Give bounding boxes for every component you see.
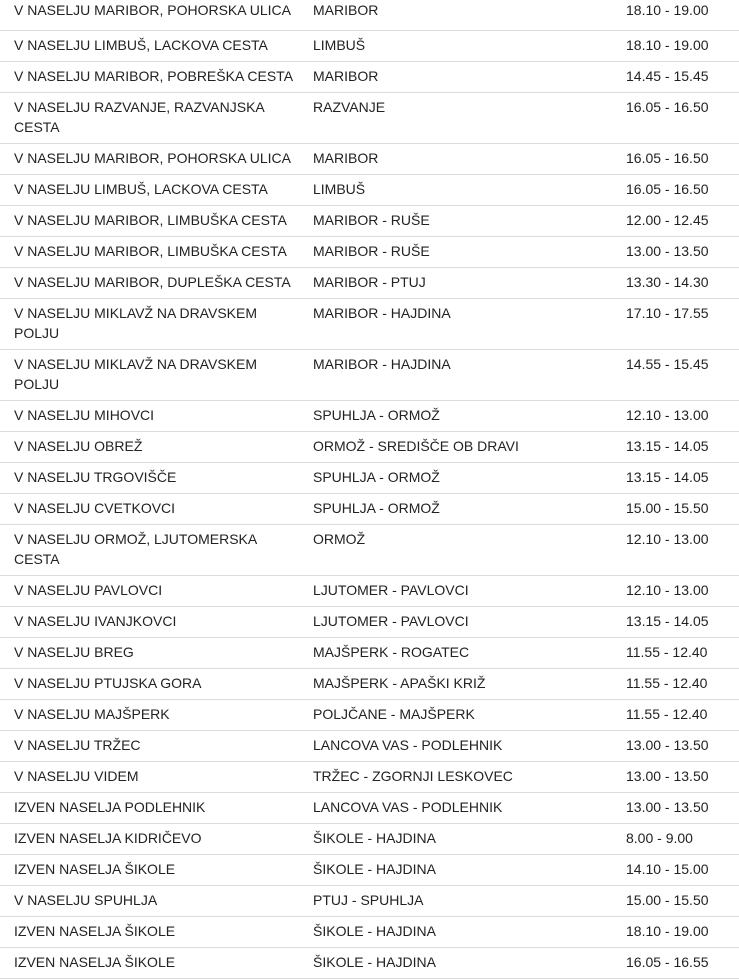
time-cell-text: 15.00 - 15.50 — [626, 500, 709, 516]
table-row — [0, 401, 739, 432]
location-cell — [0, 0, 313, 31]
time-cell — [626, 299, 739, 350]
route-cell-text: ŠIKOLE - HAJDINA — [313, 954, 436, 970]
route-cell — [313, 700, 626, 731]
time-cell — [626, 401, 739, 432]
table-row — [0, 268, 739, 299]
time-cell — [626, 576, 739, 607]
time-cell-text: 12.00 - 12.45 — [626, 212, 709, 228]
time-cell — [626, 607, 739, 638]
route-cell-text: MARIBOR - PTUJ — [313, 274, 426, 290]
location-cell — [0, 607, 313, 638]
route-cell-text: SPUHLJA - ORMOŽ — [313, 469, 440, 485]
location-cell — [0, 401, 313, 432]
time-cell-text: 17.10 - 17.55 — [626, 305, 709, 321]
route-cell-text: POLJČANE - MAJŠPERK — [313, 706, 475, 722]
location-cell-text: V NASELJU MARIBOR, DUPLEŠKA CESTA — [14, 274, 291, 290]
time-cell — [626, 93, 739, 144]
location-cell — [0, 206, 313, 237]
time-cell — [626, 700, 739, 731]
time-cell — [626, 62, 739, 93]
location-cell — [0, 638, 313, 669]
table-row — [0, 731, 739, 762]
table-row — [0, 824, 739, 855]
location-cell — [0, 886, 313, 917]
location-cell — [0, 824, 313, 855]
route-cell — [313, 793, 626, 824]
time-cell-text: 16.05 - 16.55 — [626, 954, 709, 970]
table-row — [0, 463, 739, 494]
time-cell — [626, 917, 739, 948]
time-cell — [626, 793, 739, 824]
location-cell — [0, 62, 313, 93]
route-cell — [313, 525, 626, 576]
time-cell-text: 13.15 - 14.05 — [626, 469, 709, 485]
route-cell-text: PTUJ - SPUHLJA — [313, 892, 424, 908]
location-cell — [0, 669, 313, 700]
table-row — [0, 432, 739, 463]
time-cell-text: 8.00 - 9.00 — [626, 830, 693, 846]
table-row — [0, 237, 739, 268]
route-cell — [313, 62, 626, 93]
route-cell-text: MARIBOR — [313, 68, 379, 84]
location-cell — [0, 432, 313, 463]
time-cell-text: 13.15 - 14.05 — [626, 438, 709, 454]
table-row — [0, 762, 739, 793]
time-cell-text: 11.55 - 12.40 — [626, 644, 708, 660]
route-cell — [313, 762, 626, 793]
route-cell-text: ŠIKOLE - HAJDINA — [313, 923, 436, 939]
location-cell-text: V NASELJU OBREŽ — [14, 438, 143, 454]
table-row — [0, 638, 739, 669]
route-cell — [313, 607, 626, 638]
route-cell-text: ORMOŽ — [313, 531, 366, 547]
location-cell — [0, 93, 313, 144]
location-cell-text: V NASELJU MIHOVCI — [14, 407, 155, 423]
route-cell-text: RAZVANJE — [313, 99, 386, 115]
route-cell-text: MAJŠPERK - ROGATEC — [313, 644, 470, 660]
route-cell — [313, 0, 626, 31]
time-cell — [626, 463, 739, 494]
location-cell-text: V NASELJU IVANJKOVCI — [14, 613, 177, 629]
table-row — [0, 175, 739, 206]
time-cell-text: 12.10 - 13.00 — [626, 531, 709, 547]
route-cell — [313, 206, 626, 237]
location-cell-text: V NASELJU ORMOŽ, LJUTOMERSKA CESTA — [14, 531, 257, 567]
route-cell — [313, 432, 626, 463]
location-cell — [0, 144, 313, 175]
location-cell — [0, 793, 313, 824]
route-cell-text: LANCOVA VAS - PODLEHNIK — [313, 737, 503, 753]
location-cell — [0, 350, 313, 401]
time-cell-text: 12.10 - 13.00 — [626, 407, 709, 423]
location-cell-text: V NASELJU LIMBUŠ, LACKOVA CESTA — [14, 181, 268, 197]
time-cell — [626, 206, 739, 237]
time-cell-text: 18.10 - 19.00 — [626, 37, 709, 53]
location-cell-text: IZVEN NASELJA PODLEHNIK — [14, 799, 206, 815]
location-cell — [0, 700, 313, 731]
route-cell — [313, 299, 626, 350]
route-cell — [313, 669, 626, 700]
route-cell — [313, 855, 626, 886]
location-cell — [0, 237, 313, 268]
route-cell-text: LIMBUŠ — [313, 37, 366, 53]
time-cell-text: 16.05 - 16.50 — [626, 181, 709, 197]
route-cell — [313, 917, 626, 948]
time-cell-text: 16.05 - 16.50 — [626, 150, 709, 166]
time-cell — [626, 886, 739, 917]
time-cell-text: 13.30 - 14.30 — [626, 274, 709, 290]
route-cell — [313, 948, 626, 979]
time-cell-text: 14.45 - 15.45 — [626, 68, 709, 84]
time-cell-text: 18.10 - 19.00 — [626, 2, 709, 18]
route-cell — [313, 494, 626, 525]
location-cell — [0, 268, 313, 299]
location-cell-text: V NASELJU MIKLAVŽ NA DRAVSKEM POLJU — [14, 305, 257, 341]
time-cell-text: 13.15 - 14.05 — [626, 613, 709, 629]
time-cell-text: 13.00 - 13.50 — [626, 243, 709, 259]
table-row — [0, 793, 739, 824]
route-cell — [313, 638, 626, 669]
time-cell — [626, 669, 739, 700]
time-cell-text: 18.10 - 19.00 — [626, 923, 709, 939]
location-cell — [0, 576, 313, 607]
location-cell-text: V NASELJU MARIBOR, LIMBUŠKA CESTA — [14, 243, 287, 259]
time-cell — [626, 824, 739, 855]
route-cell — [313, 731, 626, 762]
location-cell — [0, 494, 313, 525]
table-row — [0, 700, 739, 731]
route-cell-text: MARIBOR — [313, 2, 379, 18]
location-cell-text: V NASELJU MIKLAVŽ NA DRAVSKEM POLJU — [14, 356, 257, 392]
time-cell-text: 13.00 - 13.50 — [626, 799, 709, 815]
time-cell-text: 13.00 - 13.50 — [626, 737, 709, 753]
location-cell — [0, 948, 313, 979]
time-cell-text: 11.55 - 12.40 — [626, 706, 708, 722]
route-cell-text: LJUTOMER - PAVLOVCI — [313, 582, 469, 598]
table-row — [0, 299, 739, 350]
table-row — [0, 93, 739, 144]
location-cell-text: V NASELJU PTUJSKA GORA — [14, 675, 202, 691]
table-row — [0, 350, 739, 401]
route-cell-text: TRŽEC - ZGORNJI LESKOVEC — [313, 768, 513, 784]
time-cell — [626, 731, 739, 762]
time-cell — [626, 432, 739, 463]
location-cell-text: V NASELJU BREG — [14, 644, 134, 660]
location-cell-text: V NASELJU TRGOVIŠČE — [14, 469, 177, 485]
route-cell — [313, 144, 626, 175]
table-row — [0, 525, 739, 576]
table-row — [0, 62, 739, 93]
location-cell-text: IZVEN NASELJA ŠIKOLE — [14, 923, 176, 939]
location-cell-text: V NASELJU MARIBOR, POBREŠKA CESTA — [14, 68, 294, 84]
time-cell — [626, 855, 739, 886]
table-row — [0, 576, 739, 607]
time-cell-text: 11.55 - 12.40 — [626, 675, 708, 691]
time-cell-text: 13.00 - 13.50 — [626, 768, 709, 784]
time-cell — [626, 31, 739, 62]
location-cell-text: V NASELJU LIMBUŠ, LACKOVA CESTA — [14, 37, 268, 53]
route-cell — [313, 237, 626, 268]
table-row — [0, 855, 739, 886]
route-cell — [313, 31, 626, 62]
time-cell-text: 15.00 - 15.50 — [626, 892, 709, 908]
route-cell-text: MARIBOR - RUŠE — [313, 243, 430, 259]
location-cell-text: IZVEN NASELJA ŠIKOLE — [14, 954, 176, 970]
route-cell-text: ŠIKOLE - HAJDINA — [313, 830, 436, 846]
location-cell-text: V NASELJU MAJŠPERK — [14, 706, 170, 722]
route-cell-text: LJUTOMER - PAVLOVCI — [313, 613, 469, 629]
route-cell — [313, 576, 626, 607]
location-cell-text: V NASELJU CVETKOVCI — [14, 500, 176, 516]
time-cell — [626, 638, 739, 669]
route-cell — [313, 93, 626, 144]
time-cell — [626, 144, 739, 175]
route-cell — [313, 886, 626, 917]
route-cell-text: ORMOŽ - SREDIŠČE OB DRAVI — [313, 438, 519, 454]
time-cell — [626, 350, 739, 401]
route-cell-text: ŠIKOLE - HAJDINA — [313, 861, 436, 877]
location-cell — [0, 917, 313, 948]
location-cell — [0, 175, 313, 206]
time-cell — [626, 175, 739, 206]
time-cell-text: 16.05 - 16.50 — [626, 99, 709, 115]
route-cell-text: MARIBOR - HAJDINA — [313, 356, 451, 372]
time-cell — [626, 268, 739, 299]
table-row — [0, 917, 739, 948]
table-row — [0, 948, 739, 979]
table-row — [0, 206, 739, 237]
route-cell — [313, 401, 626, 432]
location-cell — [0, 299, 313, 350]
time-cell-text: 14.10 - 15.00 — [626, 861, 709, 877]
route-cell-text: SPUHLJA - ORMOŽ — [313, 500, 440, 516]
route-cell — [313, 175, 626, 206]
table-row — [0, 0, 739, 31]
time-cell-text: 12.10 - 13.00 — [626, 582, 709, 598]
time-cell — [626, 237, 739, 268]
table-row — [0, 886, 739, 917]
time-cell-text: 14.55 - 15.45 — [626, 356, 709, 372]
route-cell-text: LIMBUŠ — [313, 181, 366, 197]
route-cell-text: LANCOVA VAS - PODLEHNIK — [313, 799, 503, 815]
location-cell-text: V NASELJU MARIBOR, LIMBUŠKA CESTA — [14, 212, 287, 228]
time-cell — [626, 948, 739, 979]
route-cell — [313, 824, 626, 855]
location-cell-text: IZVEN NASELJA ŠIKOLE — [14, 861, 176, 877]
location-cell — [0, 731, 313, 762]
time-cell — [626, 0, 739, 31]
location-cell-text: V NASELJU PAVLOVCI — [14, 582, 163, 598]
location-cell — [0, 525, 313, 576]
route-cell-text: MARIBOR — [313, 150, 379, 166]
location-cell — [0, 463, 313, 494]
route-cell — [313, 350, 626, 401]
route-cell-text: MARIBOR - HAJDINA — [313, 305, 451, 321]
route-cell-text: MAJŠPERK - APAŠKI KRIŽ — [313, 675, 486, 691]
location-cell — [0, 31, 313, 62]
route-cell — [313, 268, 626, 299]
location-cell-text: V NASELJU MARIBOR, POHORSKA ULICA — [14, 150, 291, 166]
table-row — [0, 607, 739, 638]
time-cell — [626, 525, 739, 576]
time-cell — [626, 494, 739, 525]
location-cell-text: V NASELJU VIDEM — [14, 768, 139, 784]
location-cell-text: V NASELJU SPUHLJA — [14, 892, 158, 908]
table-row — [0, 669, 739, 700]
table-row — [0, 31, 739, 62]
time-cell — [626, 762, 739, 793]
location-cell-text: V NASELJU MARIBOR, POHORSKA ULICA — [14, 2, 291, 18]
location-cell-text: V NASELJU RAZVANJE, RAZVANJSKA CESTA — [14, 99, 264, 135]
location-cell-text: V NASELJU TRŽEC — [14, 737, 141, 753]
location-cell-text: IZVEN NASELJA KIDRIČEVO — [14, 830, 202, 846]
location-cell — [0, 762, 313, 793]
route-cell-text: SPUHLJA - ORMOŽ — [313, 407, 440, 423]
location-cell — [0, 855, 313, 886]
route-cell — [313, 463, 626, 494]
table-row — [0, 494, 739, 525]
route-cell-text: MARIBOR - RUŠE — [313, 212, 430, 228]
table-row — [0, 144, 739, 175]
